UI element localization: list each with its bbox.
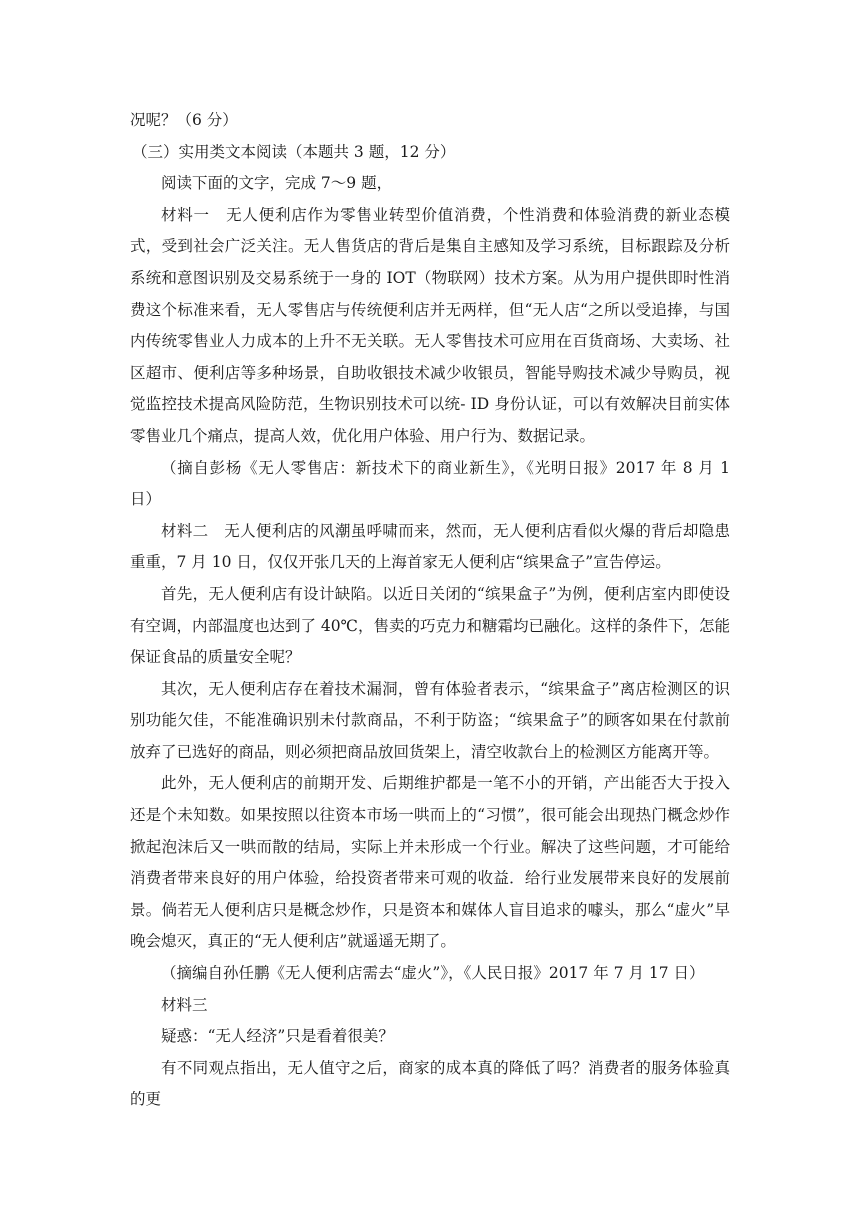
- material-two-intro: 材料二 无人便利店的风潮虽呼啸而来，然而，无人便利店看似火爆的背后却隐患重重，7 月 10 日，仅仅开张几天的上海首家无人便利店“缤果盒子”宣告停运。: [130, 521, 730, 572]
- material-three-question: 疑惑：“无人经济”只是看着很美？: [161, 1027, 394, 1046]
- material-two-paragraph-1: 首先，无人便利店有设计缺陷。以近日关闭的“缤果盒子”为例，便利店室内即使设有空调，内部温度也达到了 40℃，售卖的巧克力和糖霜均已融化。这样的条件下，怎能保证食品的质量安全呢？: [130, 584, 730, 667]
- reading-instruction: 阅读下面的文字，完成 7～9 题，: [161, 174, 393, 193]
- material-two-source: （摘编自孙任鹏《无人便利店需去“虚火”》，《人民日报》2017 年 7 月 17 日）: [161, 964, 705, 983]
- material-one-source: （摘自彭杨《无人零售店：新技术下的商业新生》，《光明日报》2017 年 8 月 1 日）: [130, 458, 730, 509]
- material-three-label: 材料三: [161, 995, 208, 1014]
- material-three-paragraph-1: 有不同观点指出，无人值守之后，商家的成本真的降低了吗？消费者的服务体验真的更: [130, 1058, 730, 1109]
- material-two-paragraph-2: 其次，无人便利店存在着技术漏洞，曾有体验者表示，“缤果盒子”离店检测区的识别功能欠佳，不能准确识别未付款商品，不利于防盗；“缤果盒子”的顾客如果在付款前放弃了已选好的商品，则必须把商品放回货架上，清空收款台上的检测区方能离开等。: [130, 679, 730, 761]
- material-two-paragraph-3: 此外，无人便利店的前期开发、后期维护都是一笔不小的开销，产出能否大于投入还是个未知数。如果按照以往资本市场一哄而上的“习惯”，很可能会出现热门概念炒作掀起泡沫后又一哄而散的结局，实际上并未形成一个行业。解决了这些问题，才可能给消费者带来良好的用户体验，给投资者带来可观的收益．给行业发展带来良好的发展前景。倘若无人便利店只是概念炒作，只是资本和媒体人盲目追求的噱头，那么“虚火”早晚会熄灭，真正的“无人便利店”就遥遥无期了。: [130, 774, 730, 951]
- section-heading: （三）实用类文本阅读（本题共 3 题，12 分）: [132, 142, 456, 161]
- material-one-paragraph: 材料一 无人便利店作为零售业转型价值消费，个性消费和体验消费的新业态模式，受到社会广泛关注。无人售货店的背后是集自主感知及学习系统，目标跟踪及分析系统和意图识别及交易系统于一身的 IOT（物联网）技术方案。从为用户提供即时性消费这个标准来看，无人零售店与传统便利店并无两样，但“无人店“之所以受追捧，与国内传统零售业人力成本的上升不无关联。无人零售技术可应用在百货商场、大卖场、社区超市、便利店等多种场景，自助收银技术减少收银员，智能导购技术减少导购员，视觉监控技术提高风险防范，生物识别技术可以统- ID 身份认证，可以有效解决目前实体零售业几个痛点，提高人效，优化用户体验、用户行为、数据记录。: [130, 205, 730, 445]
- document-body: [130, 105, 730, 1116]
- continuation-line: 况呢？（6 分）: [130, 111, 238, 129]
